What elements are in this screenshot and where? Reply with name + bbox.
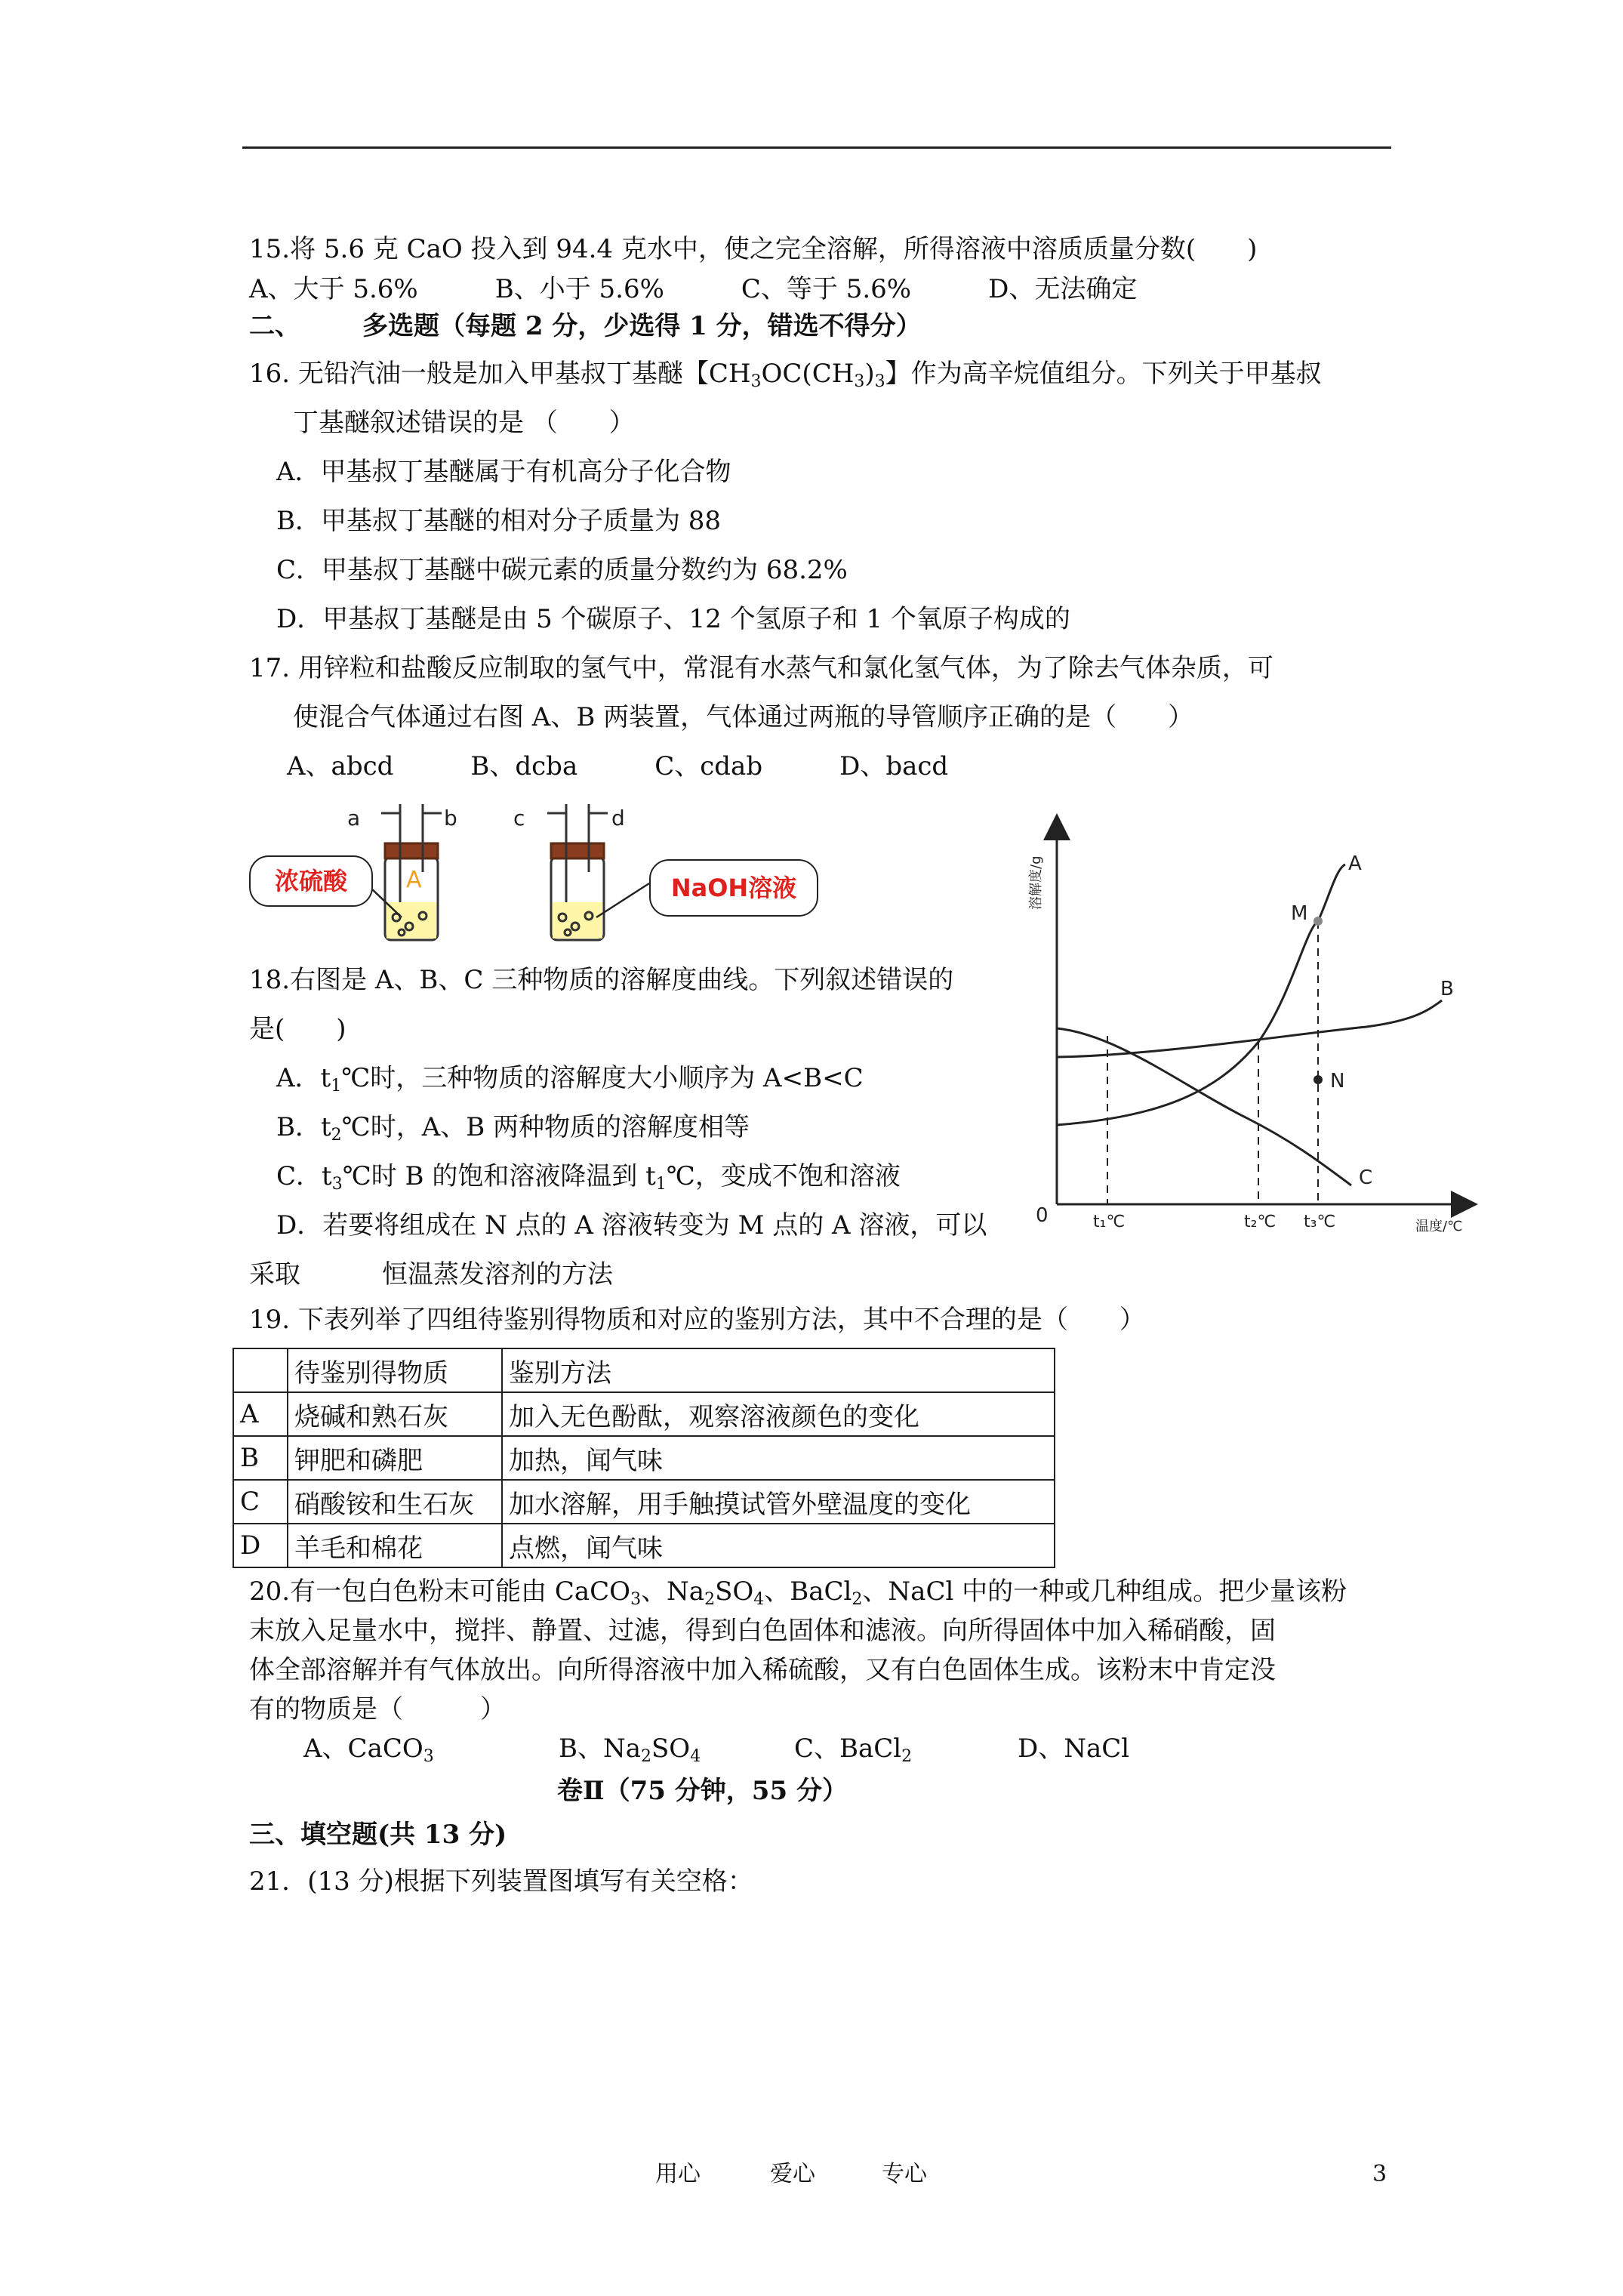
- table-cell: 烧碱和熟石灰: [288, 1392, 502, 1436]
- table-header-row: [233, 1348, 1055, 1392]
- dashed-guides: [1107, 921, 1318, 1204]
- table-cell: 硝酸铵和生石灰: [288, 1480, 502, 1524]
- header-rule: [242, 146, 1391, 149]
- tick-t2: t₂℃: [1244, 1213, 1277, 1231]
- q18-line2: 是( ): [249, 1014, 346, 1044]
- table-header-cell: 待鉴别得物质: [288, 1348, 502, 1392]
- q18-option-d-cont-b: 恒温蒸发溶剂的方法: [382, 1259, 613, 1290]
- footer-word-3: 专心: [882, 2161, 927, 2187]
- q20-line3: 体全部溶解并有气体放出。向所得溶液中加入稀硫酸，又有白色固体生成。该粉末中肯定没: [249, 1655, 1276, 1685]
- q19-stem: 19. 下表列举了四组待鉴别得物质和对应的鉴别方法，其中不合理的是（ ）: [249, 1305, 1145, 1335]
- q18-option-b: B．$t_2℃$时，A、B 两种物质的溶解度相等: [276, 1112, 750, 1145]
- table-cell: A: [233, 1392, 288, 1436]
- q20-line4: 有的物质是（ ）: [249, 1694, 506, 1724]
- q20-line1: 20.有一包白色粉末可能由 CaCO$_3$、$Na_2SO_4$、BaCl$_2$、NaCl 中的一种或几种组成。把少量该粉: [249, 1576, 1347, 1609]
- q18-option-d-cont-a: 采取: [249, 1259, 300, 1290]
- solubility-curve-graph: [1004, 800, 1487, 1253]
- q16-option-c: C．甲基叔丁基醚中碳元素的质量分数约为 68.2%: [276, 555, 848, 585]
- tube-label-d: d: [611, 806, 625, 831]
- table-cell: B: [233, 1436, 288, 1480]
- q20-option-c: C、BaCl$_2$: [794, 1734, 913, 1766]
- table-cell: C: [233, 1480, 288, 1524]
- q20-option-d: D、NaCl: [1018, 1734, 1130, 1764]
- table-header-cell: [233, 1348, 288, 1392]
- footer-word-1: 用心: [655, 2161, 701, 2187]
- x-axis-label: 温度/℃: [1415, 1219, 1463, 1234]
- q16-option-b: B．甲基叔丁基醚的相对分子质量为 88: [276, 506, 722, 536]
- section3-heading: 三、填空题(共 13 分): [249, 1820, 507, 1850]
- curve-label-b: B: [1440, 978, 1454, 1000]
- table-cell: 加水溶解，用手触摸试管外壁温度的变化: [502, 1480, 1055, 1524]
- tube-label-a: a: [347, 806, 361, 831]
- point-m: [1313, 917, 1323, 926]
- q17-options: A、abcd B、dcba C、cdab D、bacd: [287, 751, 949, 781]
- q16-option-d: D．甲基叔丁基醚是由 5 个碳原子、12 个氢原子和 1 个氧原子构成的: [276, 604, 1070, 634]
- q18-option-a: A．$t_1℃$时，三种物质的溶解度大小顺序为 A<B<C: [276, 1063, 864, 1096]
- table-row: [233, 1480, 1055, 1524]
- curve-c: [1057, 1028, 1351, 1185]
- table-cell: D: [233, 1524, 288, 1567]
- q21-stem: 21．(13 分)根据下列装置图填写有关空格：: [249, 1866, 753, 1897]
- q16-option-a: A．甲基叔丁基醚属于有机高分子化合物: [276, 457, 731, 487]
- q16-line2: 丁基醚叙述错误的是 （ ）: [293, 408, 635, 438]
- origin-label: 0: [1036, 1204, 1049, 1227]
- section2-num: 二、: [249, 311, 300, 341]
- table-cell: 点燃，闻气味: [502, 1524, 1055, 1567]
- tick-t3: t₃℃: [1304, 1213, 1336, 1231]
- tick-t1: t₁℃: [1093, 1213, 1126, 1231]
- q15-options: A、大于 5.6% B、小于 5.6% C、等于 5.6% D、无法确定: [249, 274, 1138, 304]
- curve-label-a: A: [1348, 852, 1362, 875]
- q18-option-c: C．$t_3℃$时 B 的饱和溶液降温到 $t_1℃$，变成不饱和溶液: [276, 1161, 901, 1194]
- q19-table: [233, 1348, 1055, 1568]
- table-row: [233, 1524, 1055, 1567]
- q18-option-d: D．若要将组成在 N 点的 A 溶液转变为 M 点的 A 溶液，可以: [276, 1210, 987, 1240]
- tube-label-c: c: [513, 806, 525, 831]
- label-conc-sulfuric-acid: 浓硫酸: [249, 855, 373, 907]
- section2-title: 多选题（每题 2 分，少选得 1 分，错选不得分）: [362, 311, 922, 341]
- curve-b: [1057, 1000, 1442, 1057]
- footer-word-2: 爱心: [770, 2161, 815, 2187]
- q20-option-b: B、$Na_2SO_4$: [559, 1734, 701, 1766]
- q17-line2: 使混合气体通过右图 A、B 两装置，气体通过两瓶的导管顺序正确的是（ ）: [293, 702, 1194, 732]
- point-n: [1313, 1075, 1323, 1084]
- q20-line2: 末放入足量水中，搅拌、静置、过滤，得到白色固体和滤液。向所得固体中加入稀硝酸，固: [249, 1616, 1276, 1646]
- label-naoh-solution: NaOH溶液: [649, 859, 818, 917]
- point-label-m: M: [1291, 902, 1308, 925]
- point-label-n: N: [1330, 1070, 1345, 1093]
- table-cell: 加热，闻气味: [502, 1436, 1055, 1480]
- table-row: [233, 1392, 1055, 1436]
- y-axis-label: 溶解度/g: [1028, 855, 1044, 910]
- page-number: 3: [1372, 2161, 1387, 2187]
- q18-line1: 18.右图是 A、B、C 三种物质的溶解度曲线。下列叙述错误的: [249, 965, 954, 995]
- q20-option-a: A、CaCO$_3$: [303, 1734, 434, 1766]
- table-cell: 钾肥和磷肥: [288, 1436, 502, 1480]
- curve-label-c: C: [1359, 1166, 1373, 1189]
- part2-heading: 卷Ⅱ（75 分钟，55 分）: [557, 1776, 848, 1806]
- tube-label-b: b: [444, 806, 457, 831]
- bottle-a-letter: A: [406, 867, 422, 893]
- table-row: [233, 1436, 1055, 1480]
- bottle-right: [547, 804, 608, 940]
- table-cell: 加入无色酚酞，观察溶液颜色的变化: [502, 1392, 1055, 1436]
- q17-line1: 17. 用锌粒和盐酸反应制取的氢气中，常混有水蒸气和氯化氢气体，为了除去气体杂质，可: [249, 653, 1273, 683]
- q16-line1: 16. 无铅汽油一般是加入甲基叔丁基醚【$CH_3OC(CH_3)_3$】作为高辛烷值组分。下列关于甲基叔: [249, 359, 1322, 391]
- table-header-cell: 鉴别方法: [502, 1348, 1055, 1392]
- table-cell: 羊毛和棉花: [288, 1524, 502, 1567]
- q15-stem: 15.将 5.6 克 CaO 投入到 94.4 克水中，使之完全溶解，所得溶液中溶质质量分数( ): [249, 234, 1258, 264]
